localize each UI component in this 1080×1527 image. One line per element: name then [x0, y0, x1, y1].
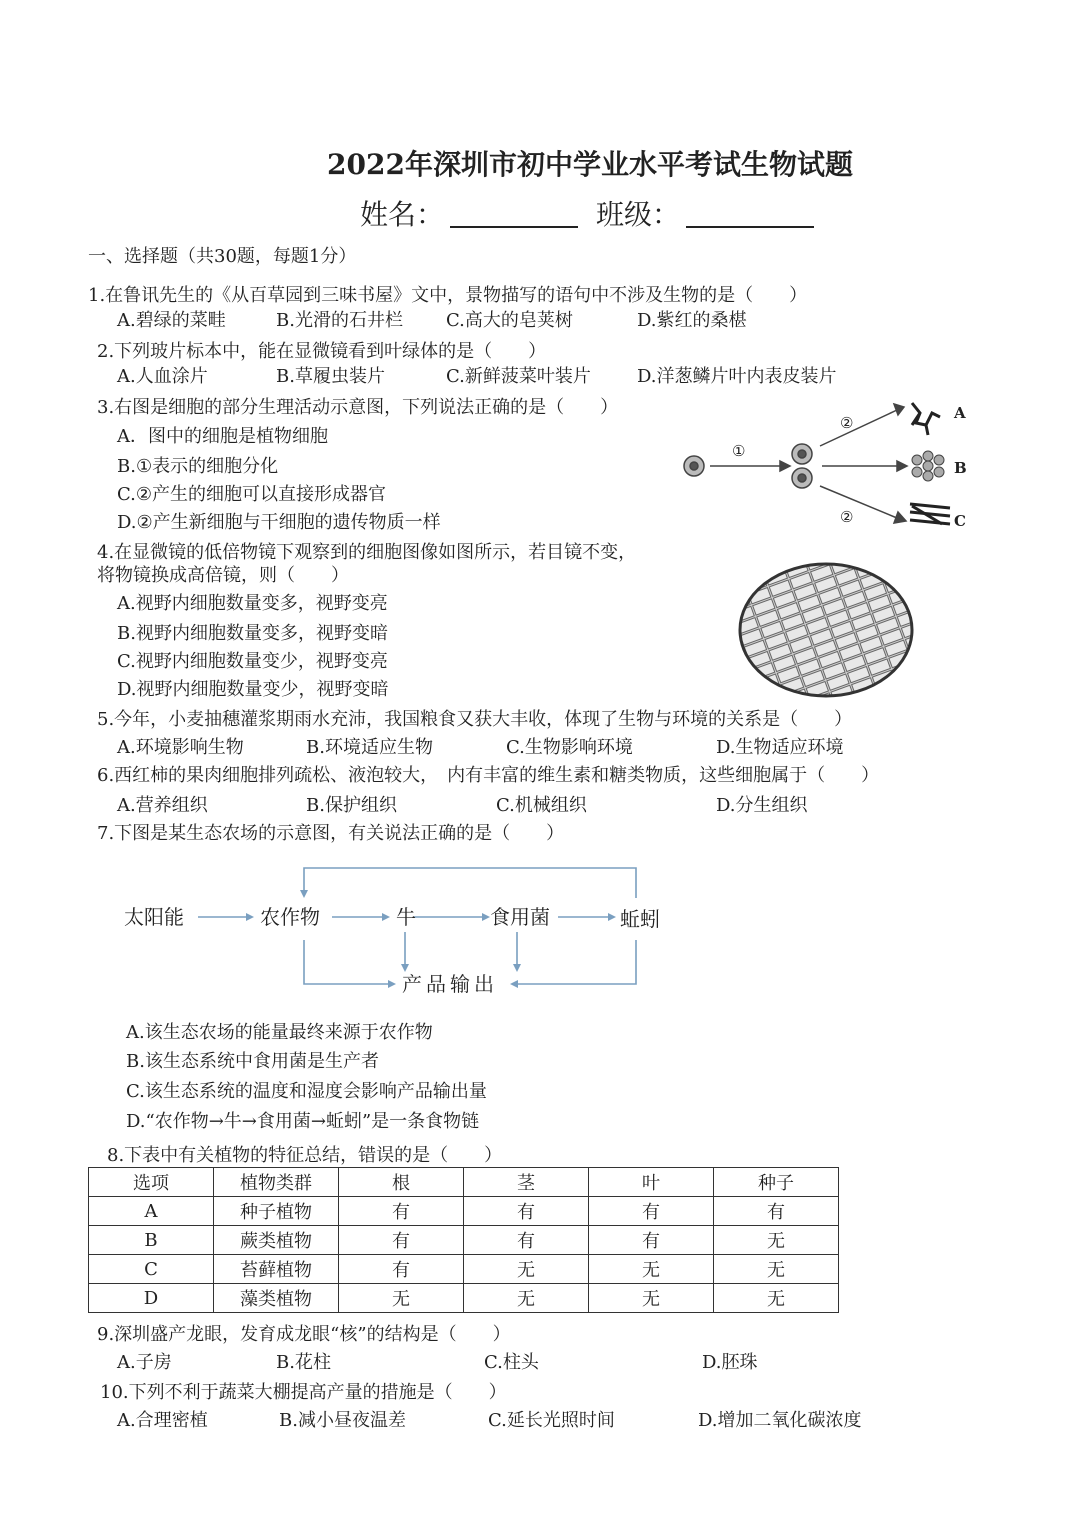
q7-stem: 7.下图是某生态农场的示意图，有关说法正确的是（ ）	[97, 823, 565, 844]
q7-option-a: A.该生态农场的能量最终来源于农作物	[126, 1022, 433, 1043]
q1-option-d: D.紫红的桑椹	[637, 310, 747, 331]
microscope-view-figure	[735, 560, 917, 700]
q4-option-b: B.视野内细胞数量变多，视野变暗	[117, 623, 388, 644]
q1-option-b: B.光滑的石井栏	[276, 310, 403, 331]
q4-stem-line2: 将物镜换成高倍镜，则（ ）	[97, 565, 349, 586]
table-cell: 无	[589, 1284, 714, 1313]
table-cell: 无	[714, 1284, 839, 1313]
name-label: 姓名：	[360, 198, 445, 231]
q6-option-b: B.保护组织	[306, 795, 397, 816]
table-cell: 有	[714, 1197, 839, 1226]
q9-option-c: C.柱头	[484, 1352, 539, 1373]
table-cell: 有	[464, 1226, 589, 1255]
q10-option-c: C.延长光照时间	[488, 1410, 615, 1431]
q2-option-c: C.新鲜菠菜叶装片	[446, 366, 591, 387]
figure-label-2a: ②	[840, 414, 854, 432]
table-cell: 有	[464, 1197, 589, 1226]
table-cell: 苔藓植物	[214, 1255, 339, 1284]
table-cell: 藻类植物	[214, 1284, 339, 1313]
figure-label-2b: ②	[840, 508, 854, 526]
figure-label-c: C	[954, 512, 966, 530]
table-header-row	[89, 1168, 839, 1197]
table-cell: 无	[464, 1255, 589, 1284]
q2-option-a: A.人血涂片	[117, 366, 208, 387]
class-label: 班级：	[596, 198, 681, 231]
q1-option-a: A.碧绿的菜畦	[117, 310, 226, 331]
q10-option-b: B.减小昼夜温差	[279, 1410, 406, 1431]
table-cell: 无	[464, 1284, 589, 1313]
table-cell: 蕨类植物	[214, 1226, 339, 1255]
q7-option-d: D.“农作物→牛→食用菌→蚯蚓”是一条食物链	[126, 1111, 480, 1132]
q4-stem-line1: 4.在显微镜的低倍物镜下观察到的细胞图像如图所示，若目镜不变，	[97, 542, 637, 563]
eco-farm-diagram	[120, 860, 680, 1000]
q3-option-c: C.②产生的细胞可以直接形成器官	[117, 484, 386, 505]
table-row	[89, 1284, 839, 1313]
table-row	[89, 1226, 839, 1255]
table-header-cell: 根	[339, 1168, 464, 1197]
q6-option-c: C.机械组织	[496, 795, 587, 816]
q2-option-d: D.洋葱鳞片叶内表皮装片	[637, 366, 837, 387]
table-cell: B	[89, 1226, 214, 1255]
node-cow: 牛	[396, 905, 416, 929]
plant-features-table	[88, 1167, 839, 1313]
table-header-cell: 叶	[589, 1168, 714, 1197]
table-cell: 有	[339, 1197, 464, 1226]
q10-stem: 10.下列不利于蔬菜大棚提高产量的措施是（ ）	[100, 1382, 507, 1403]
q3-option-b: B.①表示的细胞分化	[117, 456, 279, 477]
q10-option-d: D.增加二氧化碳浓度	[698, 1410, 862, 1431]
table-cell: 有	[339, 1255, 464, 1284]
node-sun: 太阳能	[124, 905, 184, 929]
q6-option-a: A.营养组织	[117, 795, 208, 816]
q9-option-a: A.子房	[117, 1352, 172, 1373]
node-fungi: 食用菌	[490, 905, 550, 929]
node-worm: 蚯蚓	[620, 907, 660, 931]
table-cell: 有	[339, 1226, 464, 1255]
table-cell: 种子植物	[214, 1197, 339, 1226]
table-row	[89, 1255, 839, 1284]
q4-option-a: A.视野内细胞数量变多，视野变亮	[117, 593, 388, 614]
q5-stem: 5.今年，小麦抽穗灌浆期雨水充沛，我国粮食又获大丰收，体现了生物与环境的关系是（ ）	[97, 709, 853, 730]
q9-option-d: D.胚珠	[702, 1352, 758, 1373]
node-output: 产品输出	[402, 972, 498, 996]
q2-option-b: B.草履虫装片	[276, 366, 385, 387]
table-cell: 有	[589, 1197, 714, 1226]
table-cell: 无	[589, 1255, 714, 1284]
q3-option-a: A．图中的细胞是植物细胞	[117, 426, 328, 447]
q9-stem: 9.深圳盛产龙眼，发育成龙眼“核”的结构是（ ）	[97, 1324, 511, 1345]
q5-option-c: C.生物影响环境	[506, 737, 633, 758]
q5-option-d: D.生物适应环境	[716, 737, 844, 758]
q2-stem: 2.下列玻片标本中，能在显微镜看到叶绿体的是（ ）	[97, 341, 547, 362]
q8-stem: 8.下表中有关植物的特征总结，错误的是（ ）	[107, 1145, 503, 1166]
table-header-cell: 植物类群	[214, 1168, 339, 1197]
table-cell: C	[89, 1255, 214, 1284]
table-header-cell: 选项	[89, 1168, 214, 1197]
q7-option-c: C.该生态系统的温度和湿度会影响产品输出量	[126, 1081, 487, 1102]
table-row	[89, 1197, 839, 1226]
table-cell: 无	[714, 1226, 839, 1255]
table-cell: 无	[339, 1284, 464, 1313]
q3-stem: 3.右图是细胞的部分生理活动示意图，下列说法正确的是（ ）	[97, 397, 619, 418]
name-class-line	[360, 193, 832, 233]
table-cell: D	[89, 1284, 214, 1313]
q9-option-b: B.花柱	[276, 1352, 331, 1373]
table-cell: A	[89, 1197, 214, 1226]
table-header-cell: 种子	[714, 1168, 839, 1197]
q5-option-a: A.环境影响生物	[117, 737, 244, 758]
table-cell: 无	[714, 1255, 839, 1284]
figure-label-a: A	[954, 404, 966, 422]
q3-option-d: D.②产生新细胞与干细胞的遗传物质一样	[117, 512, 441, 533]
q10-option-a: A.合理密植	[117, 1410, 208, 1431]
class-blank[interactable]	[686, 200, 814, 228]
q6-option-d: D.分生组织	[716, 795, 808, 816]
name-blank[interactable]	[450, 200, 578, 228]
table-header-cell: 茎	[464, 1168, 589, 1197]
q1-option-c: C.高大的皂荚树	[446, 310, 573, 331]
page-title: 2022年深圳市初中学业水平考试生物试题	[327, 148, 853, 181]
q4-option-d: D.视野内细胞数量变少，视野变暗	[117, 679, 389, 700]
figure-label-1: ①	[732, 442, 746, 460]
q4-option-c: C.视野内细胞数量变少，视野变亮	[117, 651, 388, 672]
node-crops: 农作物	[260, 905, 320, 929]
q5-option-b: B.环境适应生物	[306, 737, 433, 758]
section-heading: 一、选择题（共30题，每题1分）	[88, 246, 357, 267]
q6-stem: 6.西红柿的果肉细胞排列疏松、液泡较大， 内有丰富的维生素和糖类物质，这些细胞属于（ ）	[97, 765, 880, 786]
q1-stem: 1.在鲁讯先生的《从百草园到三味书屋》文中，景物描写的语句中不涉及生物的是（ ）	[88, 285, 808, 306]
cell-activity-figure	[672, 398, 972, 534]
figure-label-b: B	[954, 459, 967, 477]
q7-option-b: B.该生态系统中食用菌是生产者	[126, 1051, 379, 1072]
table-cell: 有	[589, 1226, 714, 1255]
